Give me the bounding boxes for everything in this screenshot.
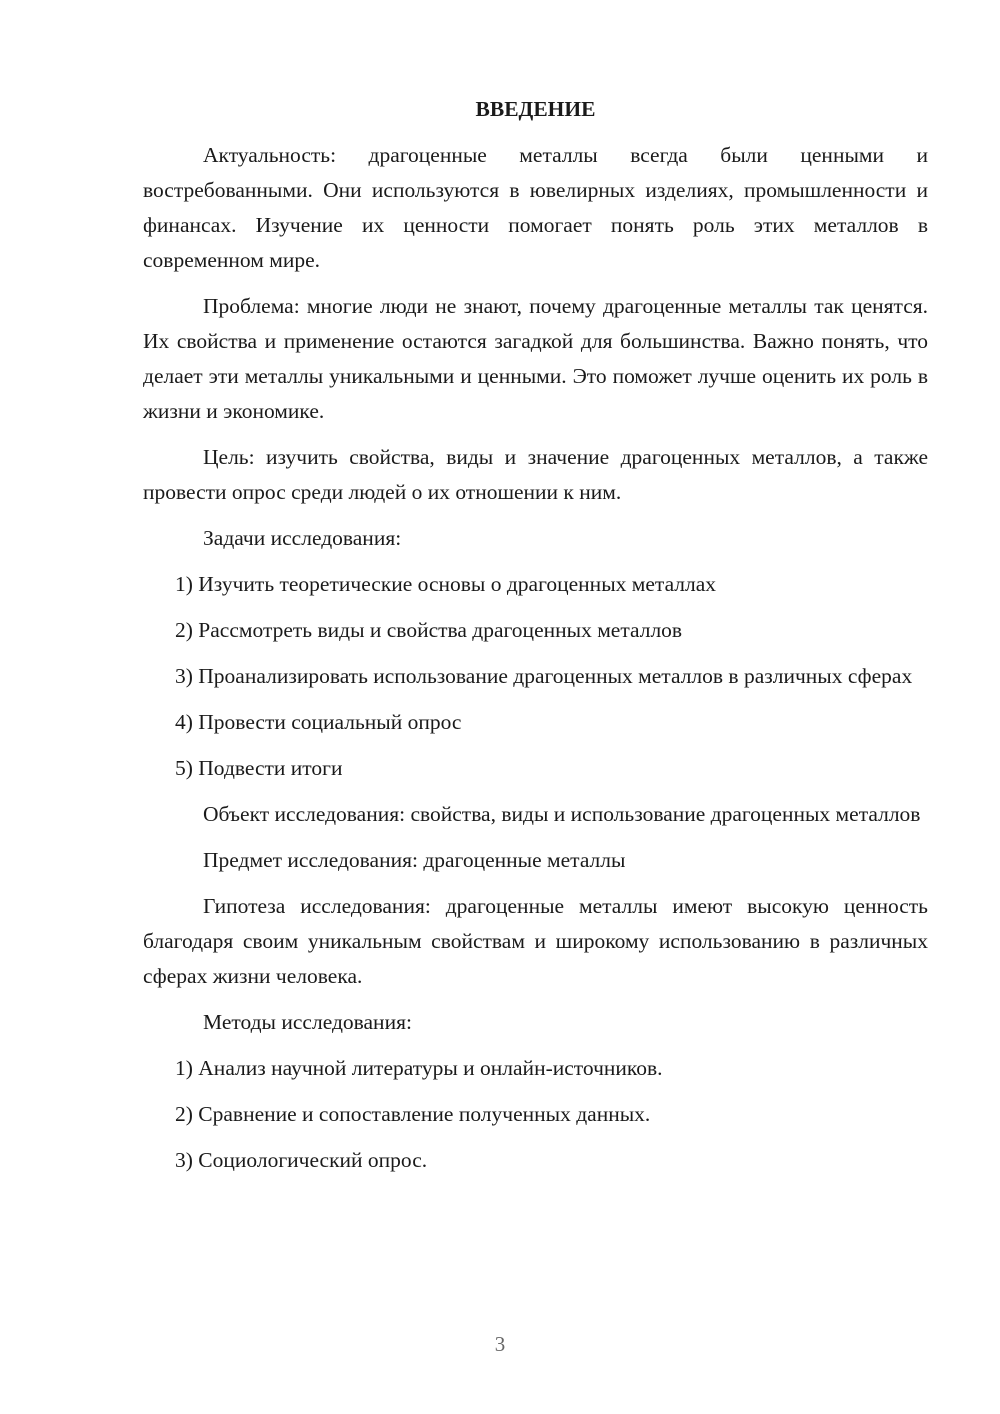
subject-paragraph: Предмет исследования: драгоценные металлы bbox=[203, 848, 626, 872]
task-item: 1) Изучить теоретические основы о драгоценных металлах bbox=[175, 572, 717, 596]
task-item: 4) Провести социальный опрос bbox=[175, 710, 462, 734]
page-title: ВВЕДЕНИЕ bbox=[475, 97, 596, 121]
method-item: 3) Социологический опрос. bbox=[175, 1148, 428, 1172]
method-item: 1) Анализ научной литературы и онлайн-источников. bbox=[175, 1056, 663, 1080]
hypothesis-paragraph: Гипотеза исследования: драгоценные металлы имеют высокую ценность благодаря своим уникальным свойствам и широкому использованию в различных сферах жизни человека. bbox=[143, 894, 928, 988]
document-page bbox=[143, 92, 928, 1189]
task-item: 5) Подвести итоги bbox=[175, 756, 343, 780]
problem-paragraph: Проблема: многие люди не знают, почему драгоценные металлы так ценятся. Их свойства и применение остаются загадкой для большинства. Важно понять, что делает эти металлы уникальными и ценными. Это поможет лучше оценить их роль в жизни и экономике. bbox=[143, 294, 928, 423]
task-item: 3) Проанализировать использование драгоценных металлов в различных сферах bbox=[175, 664, 913, 688]
tasks-heading: Задачи исследования: bbox=[203, 526, 402, 550]
object-paragraph: Объект исследования: свойства, виды и использование драгоценных металлов bbox=[203, 802, 921, 826]
relevance-paragraph: Актуальность: драгоценные металлы всегда были ценными и востребованными. Они используются в ювелирных изделиях, промышленности и финансах. Изучение их ценности помогает понять роль этих металлов в современном мире. bbox=[143, 143, 928, 272]
goal-paragraph: Цель: изучить свойства, виды и значение драгоценных металлов, а также провести опрос среди людей о их отношении к ним. bbox=[143, 445, 928, 504]
task-item: 2) Рассмотреть виды и свойства драгоценных металлов bbox=[175, 618, 683, 642]
method-item: 2) Сравнение и сопоставление полученных данных. bbox=[175, 1102, 651, 1126]
methods-heading: Методы исследования: bbox=[203, 1010, 412, 1034]
page-number: 3 bbox=[494, 1332, 506, 1356]
